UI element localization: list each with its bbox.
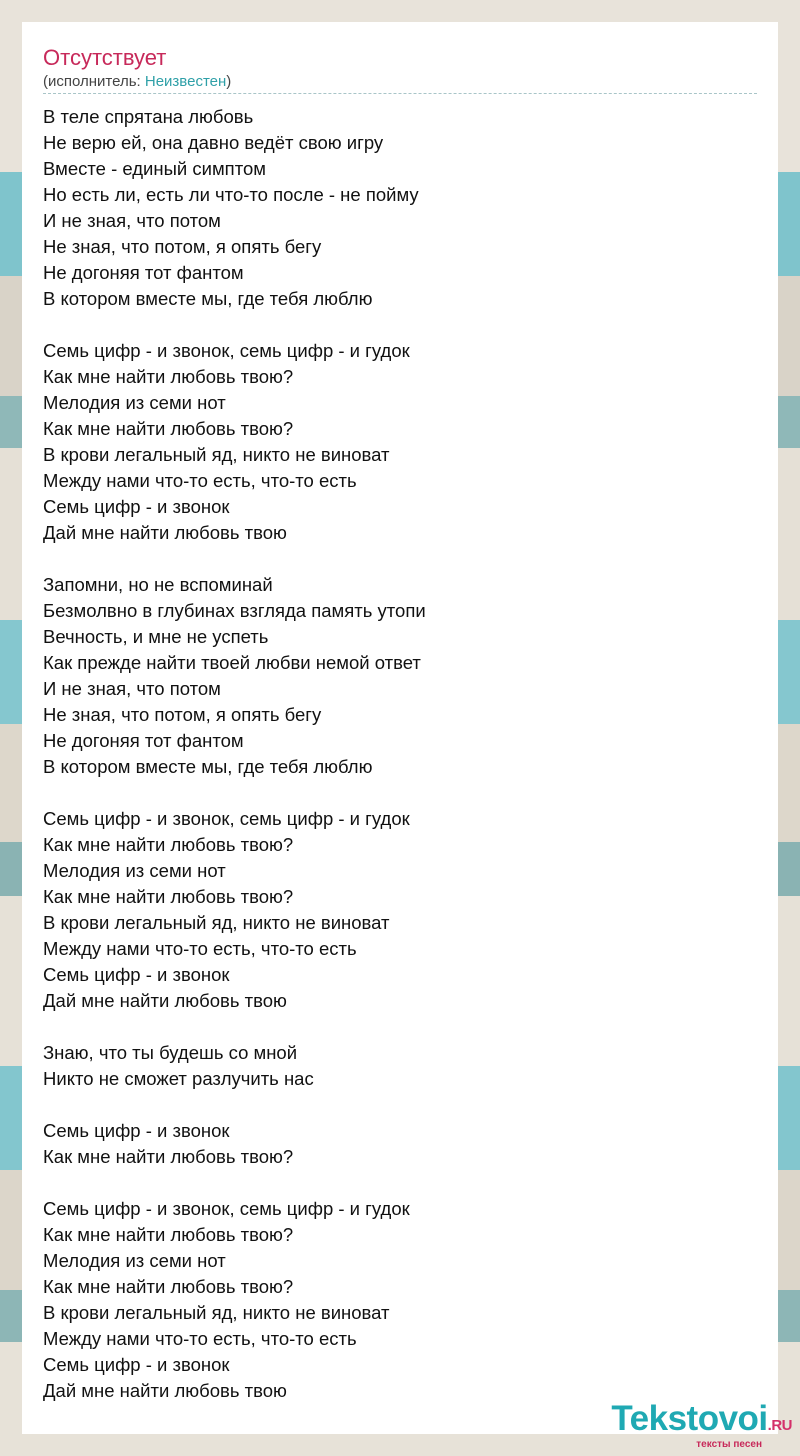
lyrics-stanza [43,1118,757,1170]
song-title: Отсутствует [43,45,167,70]
lyric-line: Никто не сможет разлучить нас [43,1068,314,1089]
lyric-line: Семь цифр - и звонок [43,496,230,517]
lyric-line: Дай мне найти любовь твою [43,522,287,543]
lyric-line: Семь цифр - и звонок, семь цифр - и гудок [43,340,410,361]
lyric-line: И не зная, что потом [43,678,221,699]
lyric-line: Как мне найти любовь твою? [43,366,294,387]
lyric-line: Знаю, что ты будешь со мной [43,1042,298,1063]
lyrics-stanza [43,806,757,1014]
logo-subtitle: тексты песен [696,1439,762,1450]
lyric-line: И не зная, что потом [43,210,221,231]
artist-link[interactable]: Неизвестен [144,73,227,90]
lyric-line: Между нами что-то есть, что-то есть [43,1328,357,1349]
lyric-line: Мелодия из семи нот [43,392,226,413]
lyric-line: Как мне найти любовь твою? [43,834,294,855]
lyric-line: Не догоняя тот фантом [43,262,244,283]
lyric-line: Мелодия из семи нот [43,1250,226,1271]
lyrics-stanza [43,1040,757,1092]
lyric-line: Не зная, что потом, я опять бегу [43,704,322,725]
lyric-line: Безмолвно в глубинах взгляда память утопи [43,600,426,621]
lyrics-stanza [43,1196,757,1404]
lyric-line: Как прежде найти твоей любви немой ответ [43,652,421,673]
lyric-line: Дай мне найти любовь твою [43,1380,287,1401]
title-divider [43,93,757,94]
artist-suffix: ) [226,73,232,90]
lyric-line: Семь цифр - и звонок, семь цифр - и гудок [43,1198,410,1219]
lyric-line: Как мне найти любовь твою? [43,1224,294,1245]
lyric-line: Дай мне найти любовь твою [43,990,287,1011]
logo-tld: .RU [767,1417,792,1434]
lyric-line: Как мне найти любовь твою? [43,1276,294,1297]
lyrics-stanza [43,572,757,780]
lyric-line: Семь цифр - и звонок [43,1120,230,1141]
lyric-line: В теле спрятана любовь [43,106,254,127]
lyric-line: В крови легальный яд, никто не виноват [43,444,390,465]
lyrics-stanza [43,104,757,312]
lyric-line: В котором вместе мы, где тебя люблю [43,288,373,309]
lyric-line: В крови легальный яд, никто не виноват [43,1302,390,1323]
artist-prefix: (исполнитель: [43,73,145,90]
lyric-line: Вместе - единый симптом [43,158,266,179]
lyrics-body [43,104,757,1430]
logo-main-text: Tekstovoi [611,1399,768,1438]
lyric-line: Не зная, что потом, я опять бегу [43,236,322,257]
lyric-line: Не догоняя тот фантом [43,730,244,751]
site-logo[interactable] [611,1399,792,1450]
lyrics-stanza [43,338,757,546]
lyric-line: Семь цифр - и звонок, семь цифр - и гудок [43,808,410,829]
artist-line [43,72,231,92]
lyric-line: Между нами что-то есть, что-то есть [43,470,357,491]
lyric-line: Как мне найти любовь твою? [43,418,294,439]
logo-wordmark [611,1399,792,1443]
lyric-line: Не верю ей, она давно ведёт свою игру [43,132,384,153]
lyric-line: Семь цифр - и звонок [43,964,230,985]
lyric-line: Между нами что-то есть, что-то есть [43,938,357,959]
lyric-line: В котором вместе мы, где тебя люблю [43,756,373,777]
lyrics-card [22,22,778,1434]
lyric-line: Как мне найти любовь твою? [43,886,294,907]
lyric-line: В крови легальный яд, никто не виноват [43,912,390,933]
lyric-line: Семь цифр - и звонок [43,1354,230,1375]
lyric-line: Как мне найти любовь твою? [43,1146,294,1167]
lyric-line: Запомни, но не вспоминай [43,574,273,595]
lyric-line: Но есть ли, есть ли что-то после - не пойму [43,184,419,205]
lyric-line: Вечность, и мне не успеть [43,626,269,647]
lyric-line: Мелодия из семи нот [43,860,226,881]
